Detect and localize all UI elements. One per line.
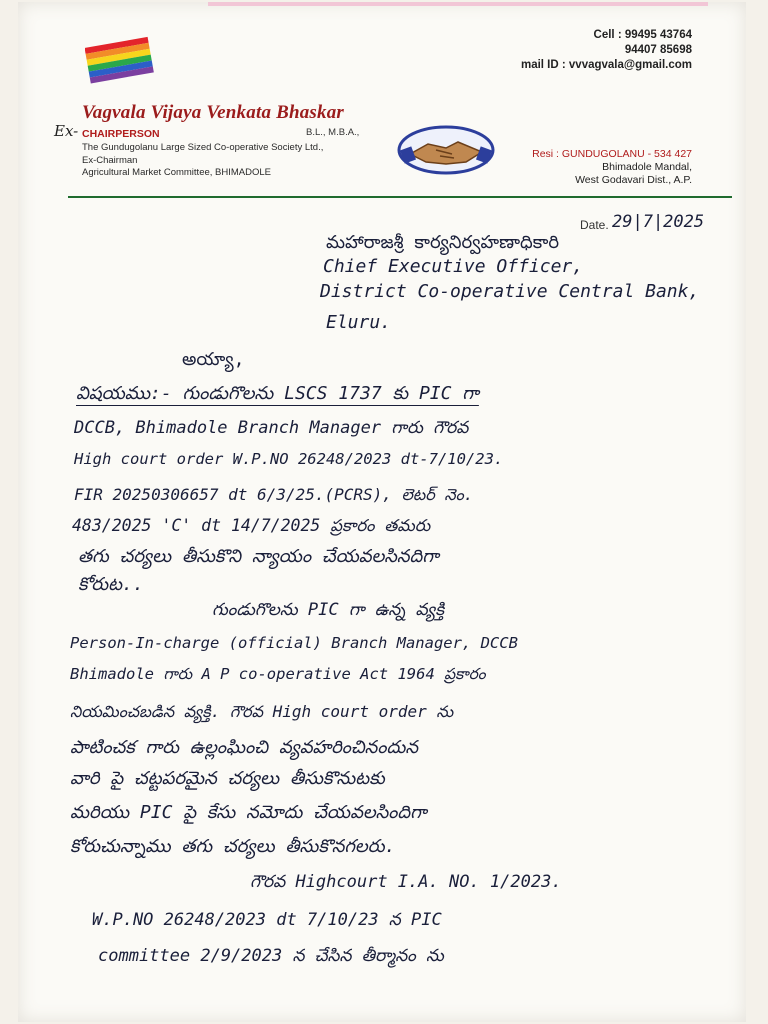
cell-number-1: 99495 43764	[624, 29, 692, 41]
resi-line-3: West Godavari Dist., A.P.	[575, 174, 692, 186]
body-line-10: నియమించబడిన వ్యక్తి. గౌరవ High court order ను	[70, 702, 454, 721]
body-line-7: గుండుగొలను PIC గా ఉన్న వ్యక్తి	[212, 600, 445, 620]
body-line-1: DCCB, Bhimadole Branch Manager గారు గౌరవ	[74, 418, 469, 438]
salutation: అయ్యా,	[182, 349, 245, 370]
resi-line-1: Resi : GUNDUGOLANU - 534 427	[532, 148, 692, 160]
body-line-4: 483/2025 'C' dt 14/7/2025 ప్రకారం తమరు	[72, 516, 431, 535]
body-line-0: విషయము:- గుండుగొలను LSCS 1737 కు PIC గా	[76, 383, 479, 404]
mail-address: vvvagvala@gmail.com	[568, 59, 692, 71]
handshake-logo-icon	[396, 124, 496, 180]
body-line-5: తగు చర్యలు తీసుకొని న్యాయం చేయవలసినదిగా	[78, 546, 439, 567]
ex-mark: Ex-	[54, 122, 79, 140]
body-line-15: గౌరవ Highcourt I.A. NO. 1/2023.	[250, 872, 562, 892]
body-line-11: పాటించక గారు ఉల్లంఘించి వ్యవహరించినందున	[70, 737, 419, 758]
body-line-14: కోరుచున్నాము తగు చర్యలు తీసుకొనగలరు.	[70, 836, 396, 857]
residence-block	[532, 148, 692, 187]
body-line-2: High court order W.P.NO 26248/2023 dt-7/10/23.	[74, 450, 504, 468]
mail-label: mail ID :	[520, 59, 569, 71]
body-line-8: Person-In-charge (official) Branch Manager, DCCB	[70, 634, 518, 652]
body-line-13: మరియు PIC పై కేసు నమోదు చేయవలసిందిగా	[70, 802, 427, 823]
degree: B.L., M.B.A.,	[306, 127, 360, 138]
top-strip	[208, 2, 708, 6]
rainbow-flag-icon	[85, 34, 155, 88]
title-line-2: Ex-Chairman	[82, 154, 138, 166]
date-label: Date.	[580, 218, 609, 232]
body-line-9: Bhimadole గారు A P co-operative Act 1964 ప్రకారం	[70, 665, 486, 683]
body-line-3: FIR 20250306657 dt 6/3/25.(PCRS), లెటర్ నెం.	[74, 485, 474, 504]
body-line-6: కోరుట..	[78, 574, 144, 595]
body-line-16: W.P.NO 26248/2023 dt 7/10/23 న PIC	[92, 910, 442, 930]
body-line-17: committee 2/9/2023 న చేసిన తీర్మానం ను	[98, 946, 444, 966]
letter-page	[18, 2, 746, 1022]
body-line-12: వారి పై చట్టపరమైన చర్యలు తీసుకొనుటకు	[70, 768, 385, 789]
letter-date: 29|7|2025	[612, 212, 705, 232]
cell-label: Cell :	[593, 29, 625, 41]
title-line-3: Agricultural Market Committee, BHIMADOLE	[82, 167, 271, 178]
recipient-line-2: Chief Executive Officer,	[323, 256, 584, 277]
recipient-line-1: మహారాజశ్రీ కార్యనిర్వహణాధికారి	[326, 232, 560, 253]
recipient-line-4: Eluru.	[326, 312, 392, 333]
recipient-line-3: District Co-operative Central Bank,	[320, 281, 700, 302]
titles-block	[82, 142, 402, 180]
title-line-1: The Gundugolanu Large Sized Co-operative Society Ltd.,	[82, 142, 324, 153]
letterhead-rule	[68, 196, 732, 198]
contact-block	[521, 28, 692, 73]
chairperson-label: CHAIRPERSON	[82, 128, 160, 140]
cell-number-2: 94407 85698	[624, 44, 692, 56]
resi-line-2: Bhimadole Mandal,	[602, 161, 692, 173]
letterhead-name: Vagvala Vijaya Venkata Bhaskar	[82, 102, 345, 123]
